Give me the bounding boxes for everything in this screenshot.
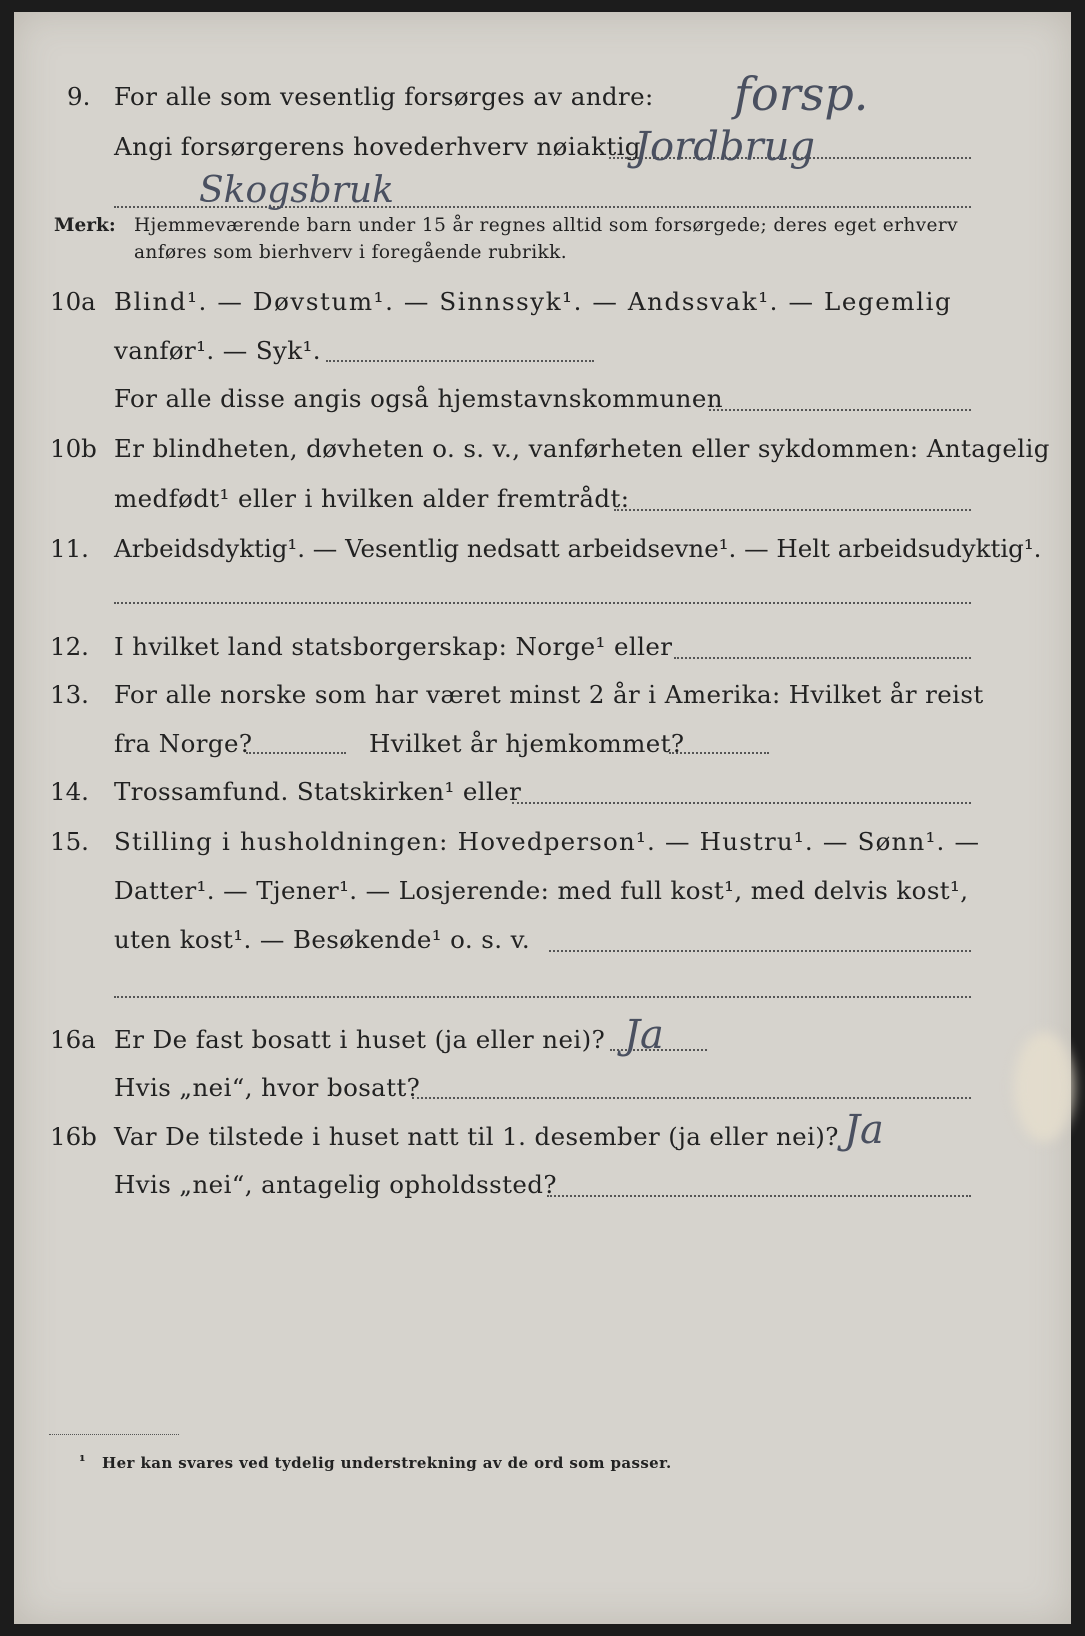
handwritten-hovederhverv: Jordbrug bbox=[634, 124, 815, 170]
q15-answer-line-2 bbox=[114, 996, 971, 998]
q12-number: 12. bbox=[50, 632, 89, 661]
q16a-text-2: Hvis „nei“, hvor bosatt? bbox=[114, 1073, 421, 1102]
handwritten-hovederhverv-2: Skogsbruk bbox=[199, 170, 394, 211]
footnote-mark: ¹ bbox=[79, 1452, 86, 1470]
q16b-text-2: Hvis „nei“, antagelig opholdssted? bbox=[114, 1170, 557, 1199]
q15-text-3: uten kost¹. — Besøkende¹ o. s. v. bbox=[114, 925, 531, 954]
q13-text-3: Hvilket år hjemkommet? bbox=[369, 729, 685, 758]
q10b-text-2: medfødt¹ eller i hvilken alder fremtrådt: bbox=[114, 484, 630, 513]
q16b-number: 16b bbox=[50, 1122, 97, 1151]
merk-text-1: Hjemmeværende barn under 15 år regnes alltid som forsørgede; deres eget erhverv bbox=[134, 215, 958, 236]
merk-label: Merk: bbox=[54, 215, 116, 236]
q14-text: Trossamfund. Statskirken¹ eller bbox=[114, 777, 522, 806]
q13-text-1: For alle norske som har været minst 2 år i Amerika: Hvilket år reist bbox=[114, 680, 984, 709]
q15-text-2: Datter¹. — Tjener¹. — Losjerende: med full kost¹, med delvis kost¹, bbox=[114, 876, 969, 905]
q9-hovederhverv-label: Angi forsørgerens hovederhverv nøiaktig bbox=[114, 132, 641, 161]
q12-answer-line bbox=[674, 657, 971, 659]
q15-number: 15. bbox=[50, 827, 89, 856]
q10b-text-1: Er blindheten, døvheten o. s. v., vanførheten eller sykdommen: Antagelig bbox=[114, 434, 1050, 463]
q10a-syk-line bbox=[326, 360, 594, 362]
q15-answer-line bbox=[549, 950, 971, 952]
q16a-number: 16a bbox=[50, 1025, 96, 1054]
q13-reist-line bbox=[246, 752, 346, 754]
handwritten-tilstede: Ja bbox=[844, 1107, 884, 1153]
q16b-text-1: Var De tilstede i huset natt til 1. desember (ja eller nei)? bbox=[114, 1122, 839, 1151]
handwritten-bosatt: Ja bbox=[624, 1012, 664, 1058]
q10a-number: 10a bbox=[50, 287, 96, 316]
footnote-text: Her kan svares ved tydelig understrekning av de ord som passer. bbox=[102, 1454, 672, 1472]
q14-answer-line bbox=[512, 802, 971, 804]
q9-text: For alle som vesentlig forsørges av andre: bbox=[114, 82, 654, 111]
q12-text: I hvilket land statsborgerskap: Norge¹ eller bbox=[114, 632, 673, 661]
q11-answer-line bbox=[114, 602, 971, 604]
q16a-bosatt-line bbox=[412, 1097, 971, 1099]
q13-number: 13. bbox=[50, 680, 89, 709]
q10a-text-2: vanfør¹. — Syk¹. bbox=[114, 336, 321, 365]
q11-text: Arbeidsdyktig¹. — Vesentlig nedsatt arbeidsevne¹. — Helt arbeidsudyktig¹. bbox=[114, 534, 1042, 563]
handwritten-forsorget: forsp. bbox=[734, 67, 869, 121]
q16a-text-1: Er De fast bosatt i huset (ja eller nei)? bbox=[114, 1025, 606, 1054]
q10b-answer-line bbox=[614, 509, 971, 511]
q9-number: 9. bbox=[67, 82, 91, 111]
q10b-number: 10b bbox=[50, 434, 97, 463]
q13-text-2: fra Norge? bbox=[114, 729, 253, 758]
merk-text-2: anføres som bierhverv i foregående rubrikk. bbox=[134, 242, 568, 263]
q10a-kommune-line bbox=[709, 409, 971, 411]
q16b-opholdssted-line bbox=[547, 1195, 971, 1197]
q10a-text-1: Blind¹. — Døvstum¹. — Sinnssyk¹. — Andssvak¹. — Legemlig bbox=[114, 287, 953, 316]
q15-text-1: Stilling i husholdningen: Hovedperson¹. — Hustru¹. — Sønn¹. — bbox=[114, 827, 981, 856]
q11-number: 11. bbox=[50, 534, 89, 563]
q13-hjemkommet-line bbox=[669, 752, 769, 754]
footnote-rule bbox=[49, 1434, 179, 1435]
paper-stain bbox=[1014, 1032, 1074, 1142]
q10a-text-3: For alle disse angis også hjemstavnskommunen bbox=[114, 384, 723, 413]
q14-number: 14. bbox=[50, 777, 89, 806]
census-form-page bbox=[14, 12, 1071, 1624]
